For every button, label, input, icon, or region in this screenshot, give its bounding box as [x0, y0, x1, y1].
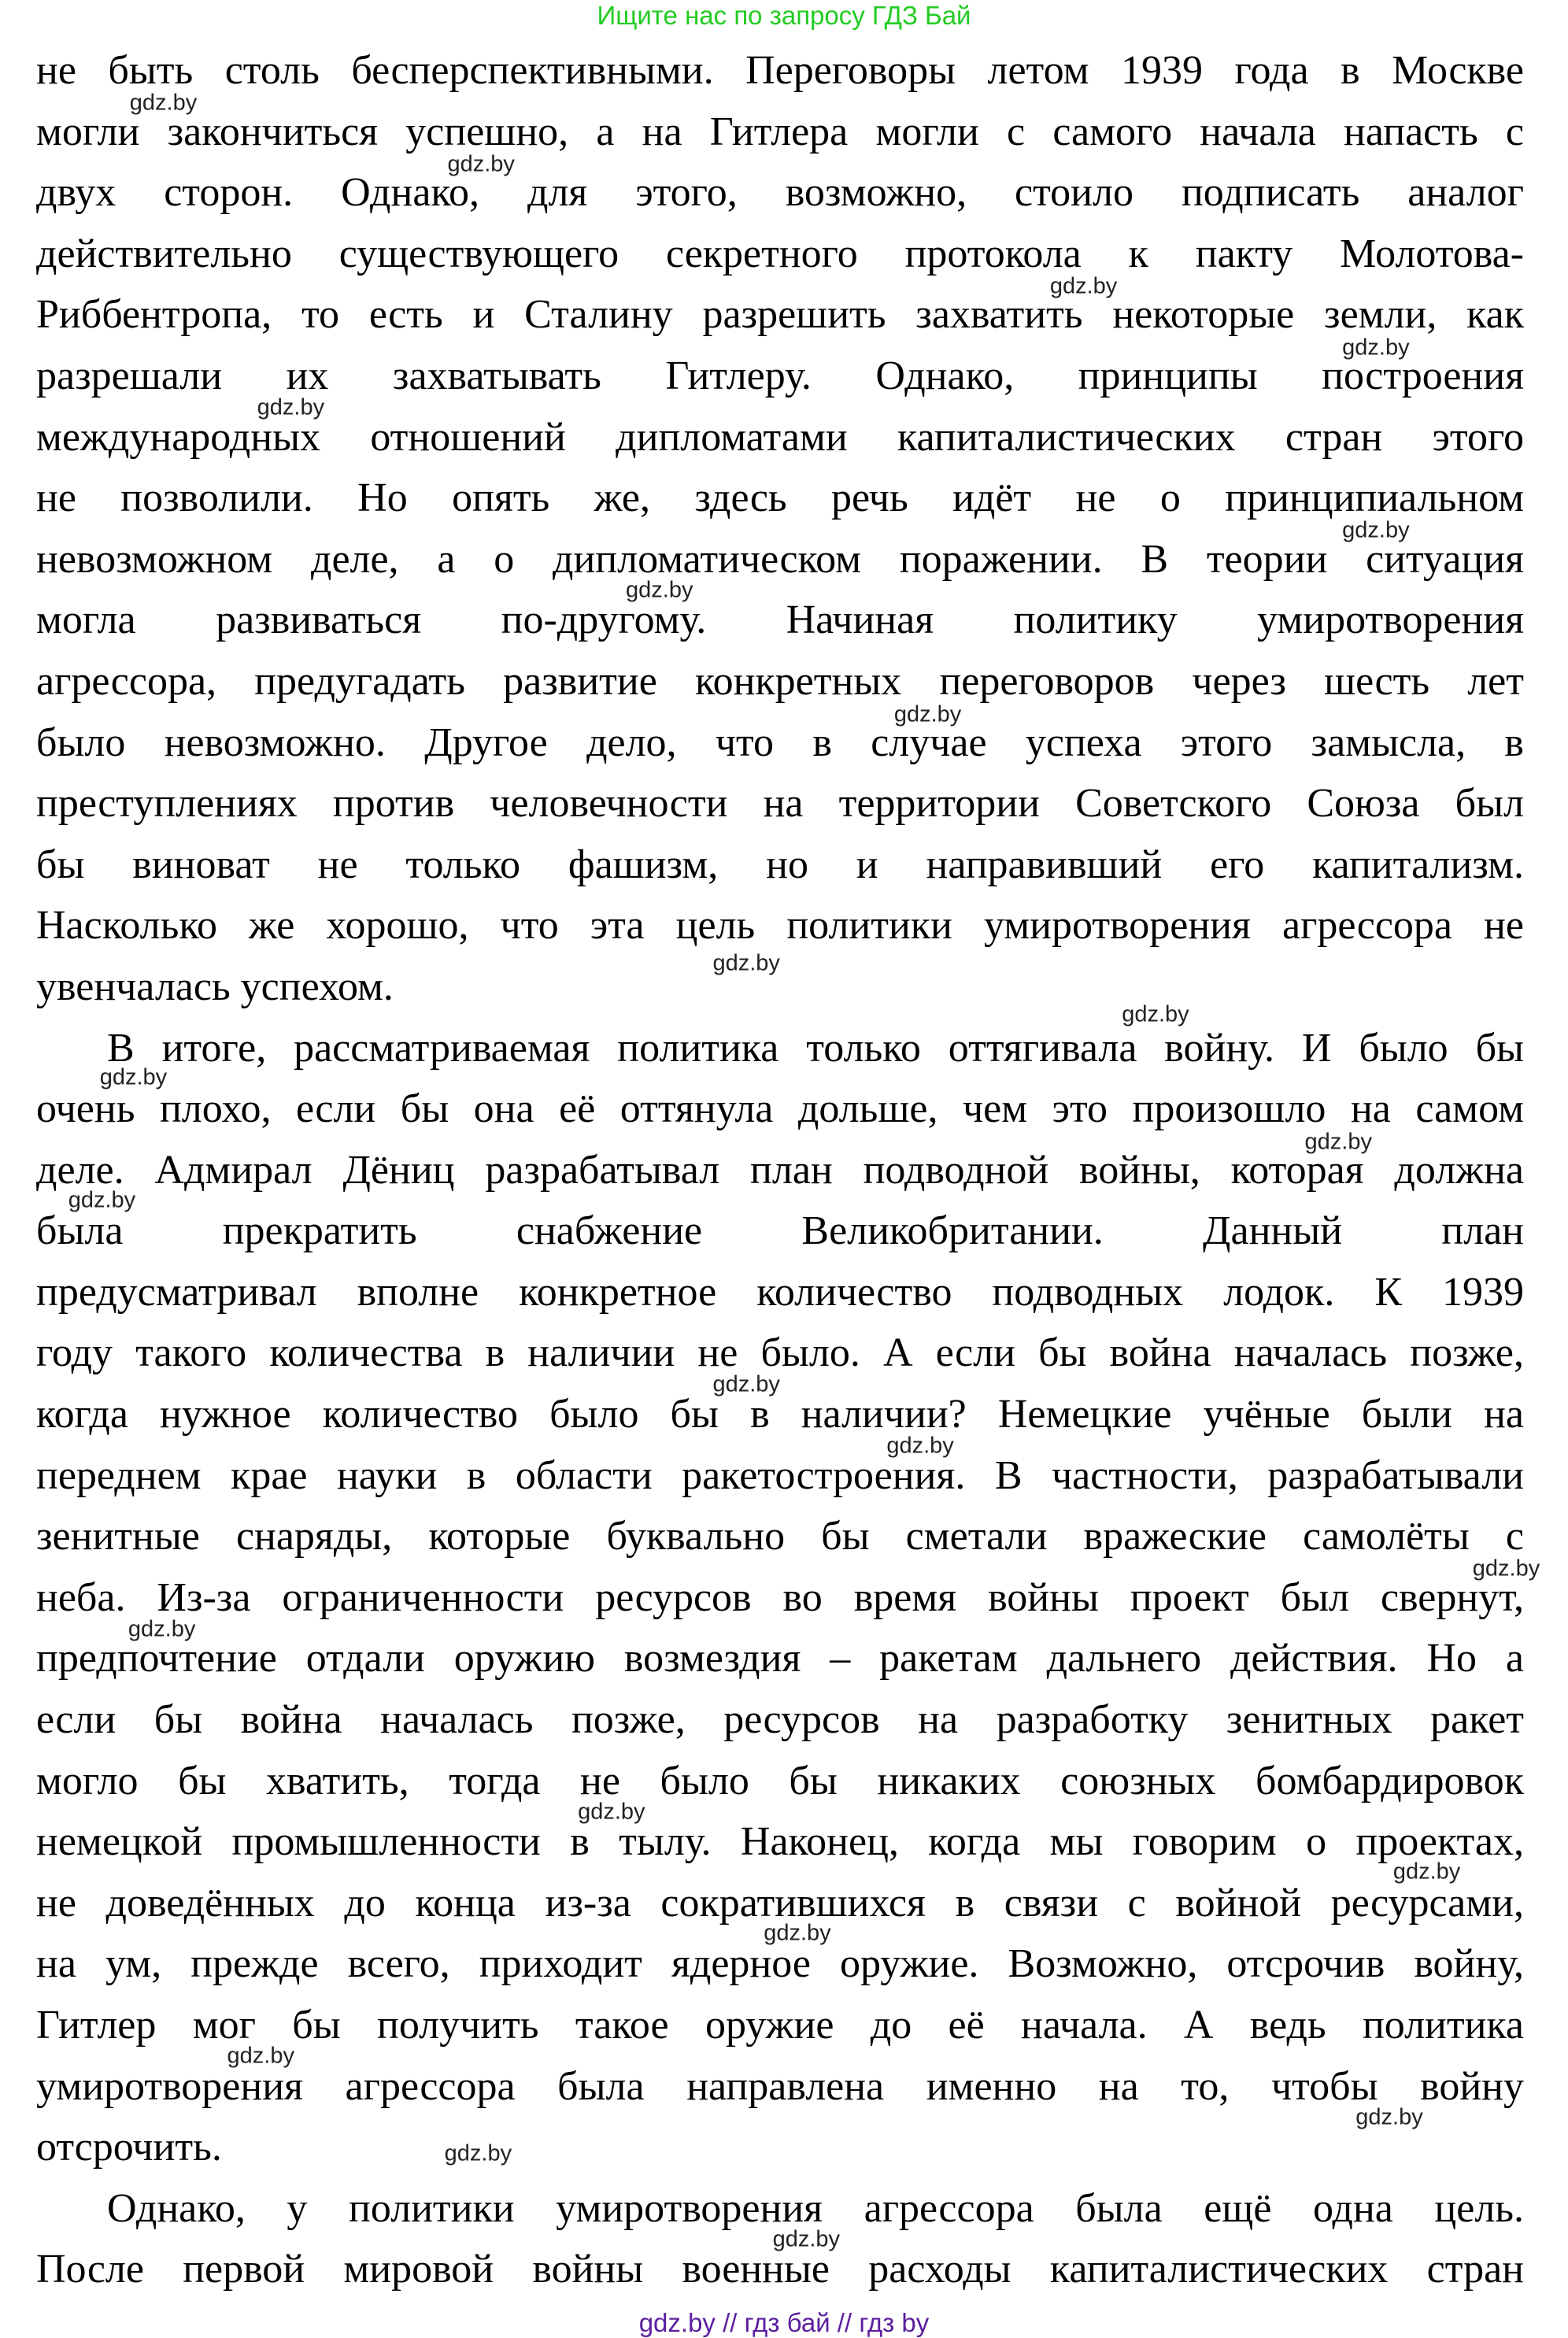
text-line: зенитные снаряды, которые буквально бы сметали вражеские самолёты с [36, 1514, 1524, 1559]
text-line: очень плохо, если бы она её оттянула дольше, чем это произошло на самом [36, 1086, 1524, 1132]
text-line: агрессора, предугадать развитие конкретных переговоров через шесть лет [36, 658, 1524, 704]
text-line: умиротворения агрессора была направлена именно на то, чтобы войну [36, 2063, 1524, 2109]
watermark: gdz.by [626, 577, 693, 603]
text-line: могла развиваться по-другому. Начиная политику умиротворения [36, 597, 1524, 643]
text-line: когда нужное количество было бы в наличии? Немецкие учёные были на [36, 1392, 1524, 1437]
watermark: gdz.by [893, 701, 962, 727]
text-line: Однако, у политики умиротворения агрессора была ещё одна цель. [107, 2185, 1524, 2231]
text-line: на ум, прежде всего, приходит ядерное оружие. Возможно, отсрочив войну, [36, 1941, 1524, 1987]
text-line: предпочтение отдали оружию возмездия – ракетам дальнего действия. Но а [36, 1636, 1524, 1681]
watermark: gdz.by [1342, 517, 1410, 543]
text-line: Гитлер мог бы получить такое оружие до её начала. А ведь политика [36, 2003, 1524, 2048]
watermark: gdz.by [444, 2140, 512, 2166]
paragraph [36, 1018, 1524, 2178]
text-line: В итоге, рассматриваемая политика только оттягивала войну. И было бы [107, 1025, 1524, 1071]
watermark: gdz.by [1392, 1859, 1461, 1885]
watermark: gdz.by [447, 151, 515, 177]
watermark: gdz.by [1122, 1001, 1189, 1027]
text-line: переднем крае науки в области ракетостроения. В частности, разрабатывали [36, 1452, 1524, 1498]
watermark: gdz.by [578, 1799, 645, 1825]
text-line: немецкой промышленности в тылу. Наконец, когда мы говорим о проектах, [36, 1819, 1524, 1865]
text-line: не позволили. Но опять же, здесь речь идёт не о принципиальном [36, 475, 1524, 521]
text-line: разрешали их захватывать Гитлеру. Однако, принципы построения [36, 353, 1524, 398]
text-line: Риббентропа, то есть и Сталину разрешить захватить некоторые земли, как [36, 292, 1524, 338]
watermark: gdz.by [257, 394, 325, 420]
text-line: После первой мировой войны военные расходы капиталистических стран [36, 2247, 1524, 2292]
text-line: году такого количества в наличии не было. А если бы война началась позже, [36, 1330, 1524, 1376]
watermark: gdz.by [1342, 335, 1410, 361]
text-line: преступлениях против человечности на территории Советского Союза был [36, 781, 1524, 827]
watermark: gdz.by [129, 90, 198, 116]
search-banner: Ищите нас по запросу ГДЗ Бай [597, 1, 971, 30]
paragraph [36, 40, 1524, 1018]
footer-links: gdz.by // гдз бай // гдз by [638, 2308, 930, 2337]
text-line: увенчалась успехом. [36, 964, 394, 1009]
watermark: gdz.by [764, 1920, 831, 1946]
text-line: двух сторон. Однако, для этого, возможно, стоило подписать аналог [36, 170, 1524, 216]
text-line: деле. Адмирал Дёниц разрабатывал план подводной войны, которая должна [36, 1147, 1524, 1193]
text-line: действительно существующего секретного протокола к пакту Молотова- [36, 231, 1524, 276]
watermark: gdz.by [712, 950, 780, 976]
watermark: gdz.by [712, 1371, 780, 1397]
document-body [36, 40, 1524, 2300]
text-line: было невозможно. Другое дело, что в случае успеха этого замысла, в [36, 720, 1524, 765]
text-line: могло бы хватить, тогда не было бы никаких союзных бомбардировок [36, 1758, 1524, 1803]
watermark: gdz.by [772, 2226, 841, 2252]
text-line: неба. Из-за ограниченности ресурсов во время войны проект был свернут, [36, 1574, 1524, 1620]
watermark: gdz.by [227, 2043, 295, 2069]
text-line: отсрочить. [36, 2125, 222, 2170]
watermark: gdz.by [1472, 1556, 1540, 1581]
text-line: не доведённых до конца из-за сократившихся в связи с войной ресурсами, [36, 1880, 1524, 1926]
text-line: бы виноват не только фашизм, но и направивший его капитализм. [36, 842, 1524, 887]
watermark: gdz.by [1355, 2104, 1423, 2130]
watermark: gdz.by [1304, 1129, 1372, 1155]
watermark: gdz.by [1049, 273, 1118, 299]
watermark: gdz.by [128, 1616, 196, 1642]
watermark: gdz.by [886, 1433, 954, 1459]
text-line: предусматривал вполне конкретное количество подводных лодок. К 1939 [36, 1269, 1524, 1315]
text-line: невозможном деле, а о дипломатическом поражении. В теории ситуация [36, 536, 1524, 582]
text-line: могли закончиться успешно, а на Гитлера могли с самого начала напасть с [36, 109, 1524, 154]
text-line: международных отношений дипломатами капиталистических стран этого [36, 414, 1524, 460]
text-line: была прекратить снабжение Великобритании. Данный план [36, 1208, 1524, 1254]
text-line: если бы война началась позже, ресурсов на разработку зенитных ракет [36, 1697, 1524, 1743]
watermark: gdz.by [99, 1064, 168, 1090]
watermark: gdz.by [68, 1187, 136, 1213]
text-line: Насколько же хорошо, что эта цель политики умиротворения агрессора не [36, 903, 1524, 949]
text-line: не быть столь бесперспективными. Переговоры летом 1939 года в Москве [36, 48, 1524, 93]
